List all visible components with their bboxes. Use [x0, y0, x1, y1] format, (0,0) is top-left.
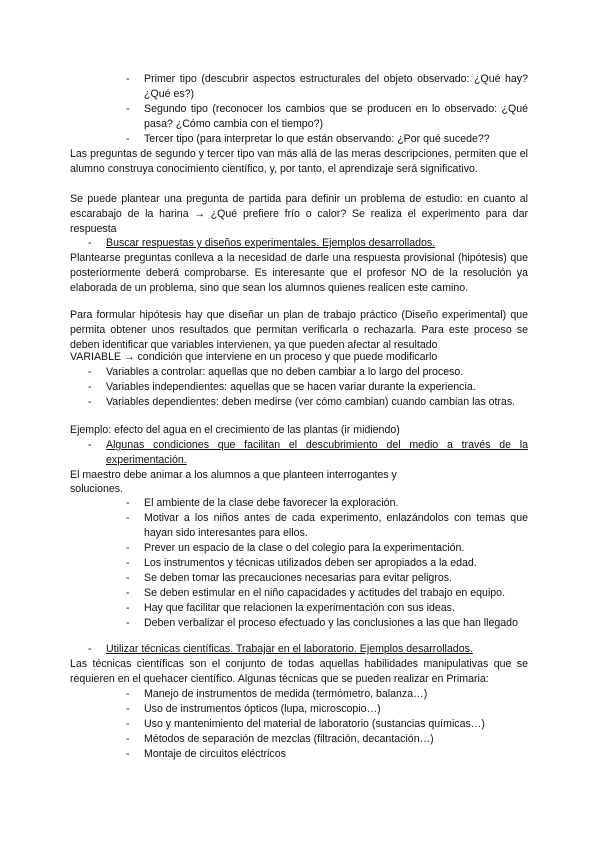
paragraph: Se puede plantear una pregunta de partida para definir un problema de estudio: en cuanto al escarabajo de la harina → ¿Qué prefiere frío o calor? Se realiza el experimento para dar respuesta	[70, 193, 528, 235]
list-item: - Segundo tipo (reconocer los cambios que se producen en lo observado: ¿Qué pasa? ¿Cómo cambia con el tiempo?)	[126, 103, 528, 130]
list-item: - Uso de instrumentos ópticos (lupa, microscopio…)	[126, 703, 381, 715]
list-item: - El ambiente de la clase debe favorecer la exploración.	[126, 497, 399, 509]
paragraph: soluciones.	[70, 483, 123, 495]
section-heading: - Utilizar técnicas científicas. Trabajar en el laboratorio. Ejemplos desarrollados.	[88, 643, 473, 655]
section-heading: - Buscar respuestas y diseños experimentales. Ejemplos desarrollados.	[88, 237, 436, 249]
conditions-list	[126, 496, 528, 631]
list-item: - Hay que facilitar que relacionen la experimentación con sus ideas.	[126, 602, 455, 614]
paragraph: Las técnicas científicas son el conjunto de todas aquellas habilidades manipulativas que se requieren en el quehacer científico. Algunas técnicas que se pueden realizar en Primaria:	[70, 658, 528, 685]
paragraph: Ejemplo: efecto del agua en el crecimiento de las plantas (ir midiendo)	[70, 424, 400, 436]
list-item: - Manejo de instrumentos de medida (termómetro, balanza…)	[126, 688, 428, 700]
section-heading: - Algunas condiciones que facilitan el descubrimiento del medio a través de la experimentación.	[88, 439, 528, 466]
question-types-list	[126, 72, 528, 147]
list-item: - Métodos de separación de mezclas (filtración, decantación…)	[126, 733, 434, 745]
paragraph: Plantearse preguntas conlleva a la necesidad de darle una respuesta provisional (hipótesis) que posteriormente deberá comprobarse. Es interesante que el profesor NO de la resolución ya elaborada de un problema, sino que sean los alumnos quienes realicen este camino.	[70, 252, 528, 294]
list-item: - Montaje de circuitos eléctricos	[126, 748, 286, 760]
techniques-list	[126, 687, 528, 762]
list-item: - Primer tipo (descubrir aspectos estructurales del objeto observado: ¿Qué hay? ¿Qué es?)	[126, 73, 528, 100]
paragraph: VARIABLE → condición que interviene en un proceso y que puede modificarlo	[70, 351, 438, 363]
list-item: - Se deben estimular en el niño capacidades y actitudes del trabajo en equipo.	[126, 587, 506, 599]
variables-list	[88, 365, 528, 410]
list-item: - Variables dependientes: deben medirse (ver cómo cambian) cuando cambian las otras.	[88, 396, 516, 408]
list-item: - Variables a controlar: aquellas que no deben cambiar a lo largo del proceso.	[88, 366, 464, 378]
list-item: - Deben verbalizar el proceso efectuado y las conclusiones a las que han llegado	[126, 617, 518, 629]
list-item: - Prever un espacio de la clase o del colegio para la experimentación.	[126, 542, 465, 554]
list-item: - Uso y mantenimiento del material de laboratorio (sustancias químicas…)	[126, 718, 485, 730]
paragraph: Para formular hipótesis hay que diseñar un plan de trabajo práctico (Diseño experimental) que permita obtener unos resultados que permitan verificarla o rechazarla. Para este proceso se deben identificar que variables intervienen, ya que pueden afectar al resultado	[70, 309, 528, 351]
list-item: - Los instrumentos y técnicas utilizados deben ser apropiados a la edad.	[126, 557, 477, 569]
list-item: - Variables independientes: aquellas que se hacen variar durante la experiencia.	[88, 381, 476, 393]
list-item: - Tercer tipo (para interpretar lo que están observando: ¿Por qué sucede??	[126, 133, 490, 145]
paragraph: Las preguntas de segundo y tercer tipo van más allá de las meras descripciones, permiten que el alumno construya conocimiento científico, y, por tanto, el aprendizaje será significativo.	[70, 148, 528, 175]
list-item: - Motivar a los niños antes de cada experimento, enlazándolos con temas que hayan sido interesantes para ellos.	[126, 512, 528, 539]
paragraph: El maestro debe animar a los alumnos a que planteen interrogantes y	[70, 469, 397, 481]
list-item: - Se deben tomar las precauciones necesarias para evitar peligros.	[126, 572, 452, 584]
